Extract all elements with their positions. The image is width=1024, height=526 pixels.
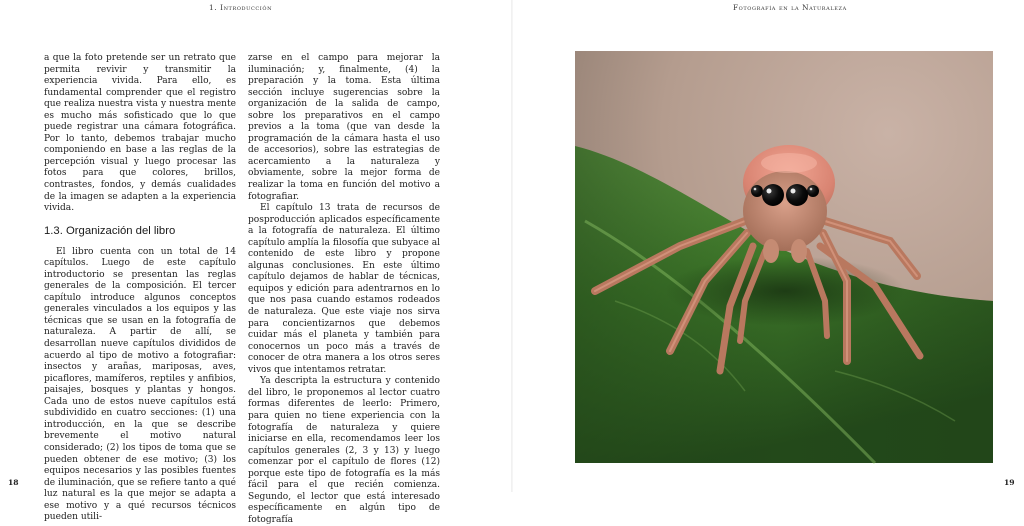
text-column-2 bbox=[248, 53, 440, 525]
paragraph: El capítulo 13 trata de recursos de posproducción aplicados específicamente a la fotografía de naturaleza. El último capítulo amplía la filosofía que subyace al contenido de este libro y propone algunas conclusiones. En este último capítulo dejamos de hablar de técnicas, equipos y edición para adentrarnos en lo que nos pasa cuando estamos rodeados de naturaleza. Que este viaje nos sirva para concientizarnos que debemos cuidar más el planeta y también para conocernos un poco más a través de conocer de otra manera a los otros seres vivos que intentamos retratar. bbox=[248, 203, 440, 375]
running-head-left: 1. Introducción bbox=[209, 3, 273, 12]
paragraph: El libro cuenta con un total de 14 capítulos. Luego de este capítulo introductorio se presentan las reglas generales de la composición. El tercer capítulo introduce algunos conceptos generales vinculados a los equipos y las técnicas que se usan en la fotografía de naturaleza. A partir de allí, se desarrollan nueve capítulos divididos de acuerdo al tipo de motivo a fotografiar: insectos y arañas, mariposas, aves, picaflores, mamíferos, reptiles y anfibios, paisajes, bosques y plantas y hongos. Cada uno de estos nueve capítulos está subdividido en cuatro secciones: (1) una introducción, en la que se describe brevemente el motivo natural considerado; (2) los tipos de toma que se pueden obtener de ese motivo; (3) los equipos necesarios y las posibles fuentes de iluminación, que se refiere tanto a qué luz natural es la que mejor se adapta a ese motivo y a qué recursos técnicos pueden utili- bbox=[44, 246, 236, 523]
left-page bbox=[0, 0, 512, 525]
section-heading: 1.3. Organización del libro bbox=[44, 224, 176, 237]
paragraph: zarse en el campo para mejorar la iluminación; y, finalmente, (4) la preparación y la toma. Esta última sección incluye sugerencias sobre la organización de la salida de campo, sobre los preparativos en el campo previos a la toma (que van desde la programación de la cámara hasta el uso de accesorios), sobre las estrategias de acercamiento a la naturaleza y obviamente, sobre la mejor forma de realizar la toma en función del motivo a fotografiar. bbox=[248, 53, 440, 202]
paragraph: Ya descripta la estructura y contenido del libro, le proponemos al lector cuatro formas diferentes de leerlo: Primero, para quien no tiene experiencia con la fotografía de naturaleza y quiere iniciarse en ella, recomendamos leer los capítulos generales (2, 3 y 13) y luego comenzar por el capítulo de flores (12) porque este tipo de fotografía es la más fácil para el que recién comienza. Segundo, el lector que está interesado específicamente en algún tipo de fotografía bbox=[248, 376, 440, 525]
spider-photo bbox=[575, 51, 993, 463]
paragraph: a que la foto pretende ser un retrato que permita revivir y transmitir la experiencia vivida. Para ello, es fundamental comprender que el registro que realiza nuestra vista y nuestra mente es mucho más sofisticado que lo que puede registrar una cámara fotográfica. Por lo tanto, debemos trabajar mucho componiendo en base a las reglas de la percepción visual y luego procesar las fotos para que colores, brillos, contrastes, fondos, y demás cualidades de la imagen se adapten a la experiencia vivida. bbox=[44, 53, 236, 214]
text-column-1 bbox=[44, 53, 236, 523]
spider-head bbox=[743, 171, 827, 251]
page-number-left: 18 bbox=[8, 478, 19, 487]
page-number-right: 19 bbox=[1004, 478, 1015, 487]
right-page bbox=[512, 0, 1024, 492]
running-head-right: Fotografía en la Naturaleza bbox=[733, 3, 847, 12]
